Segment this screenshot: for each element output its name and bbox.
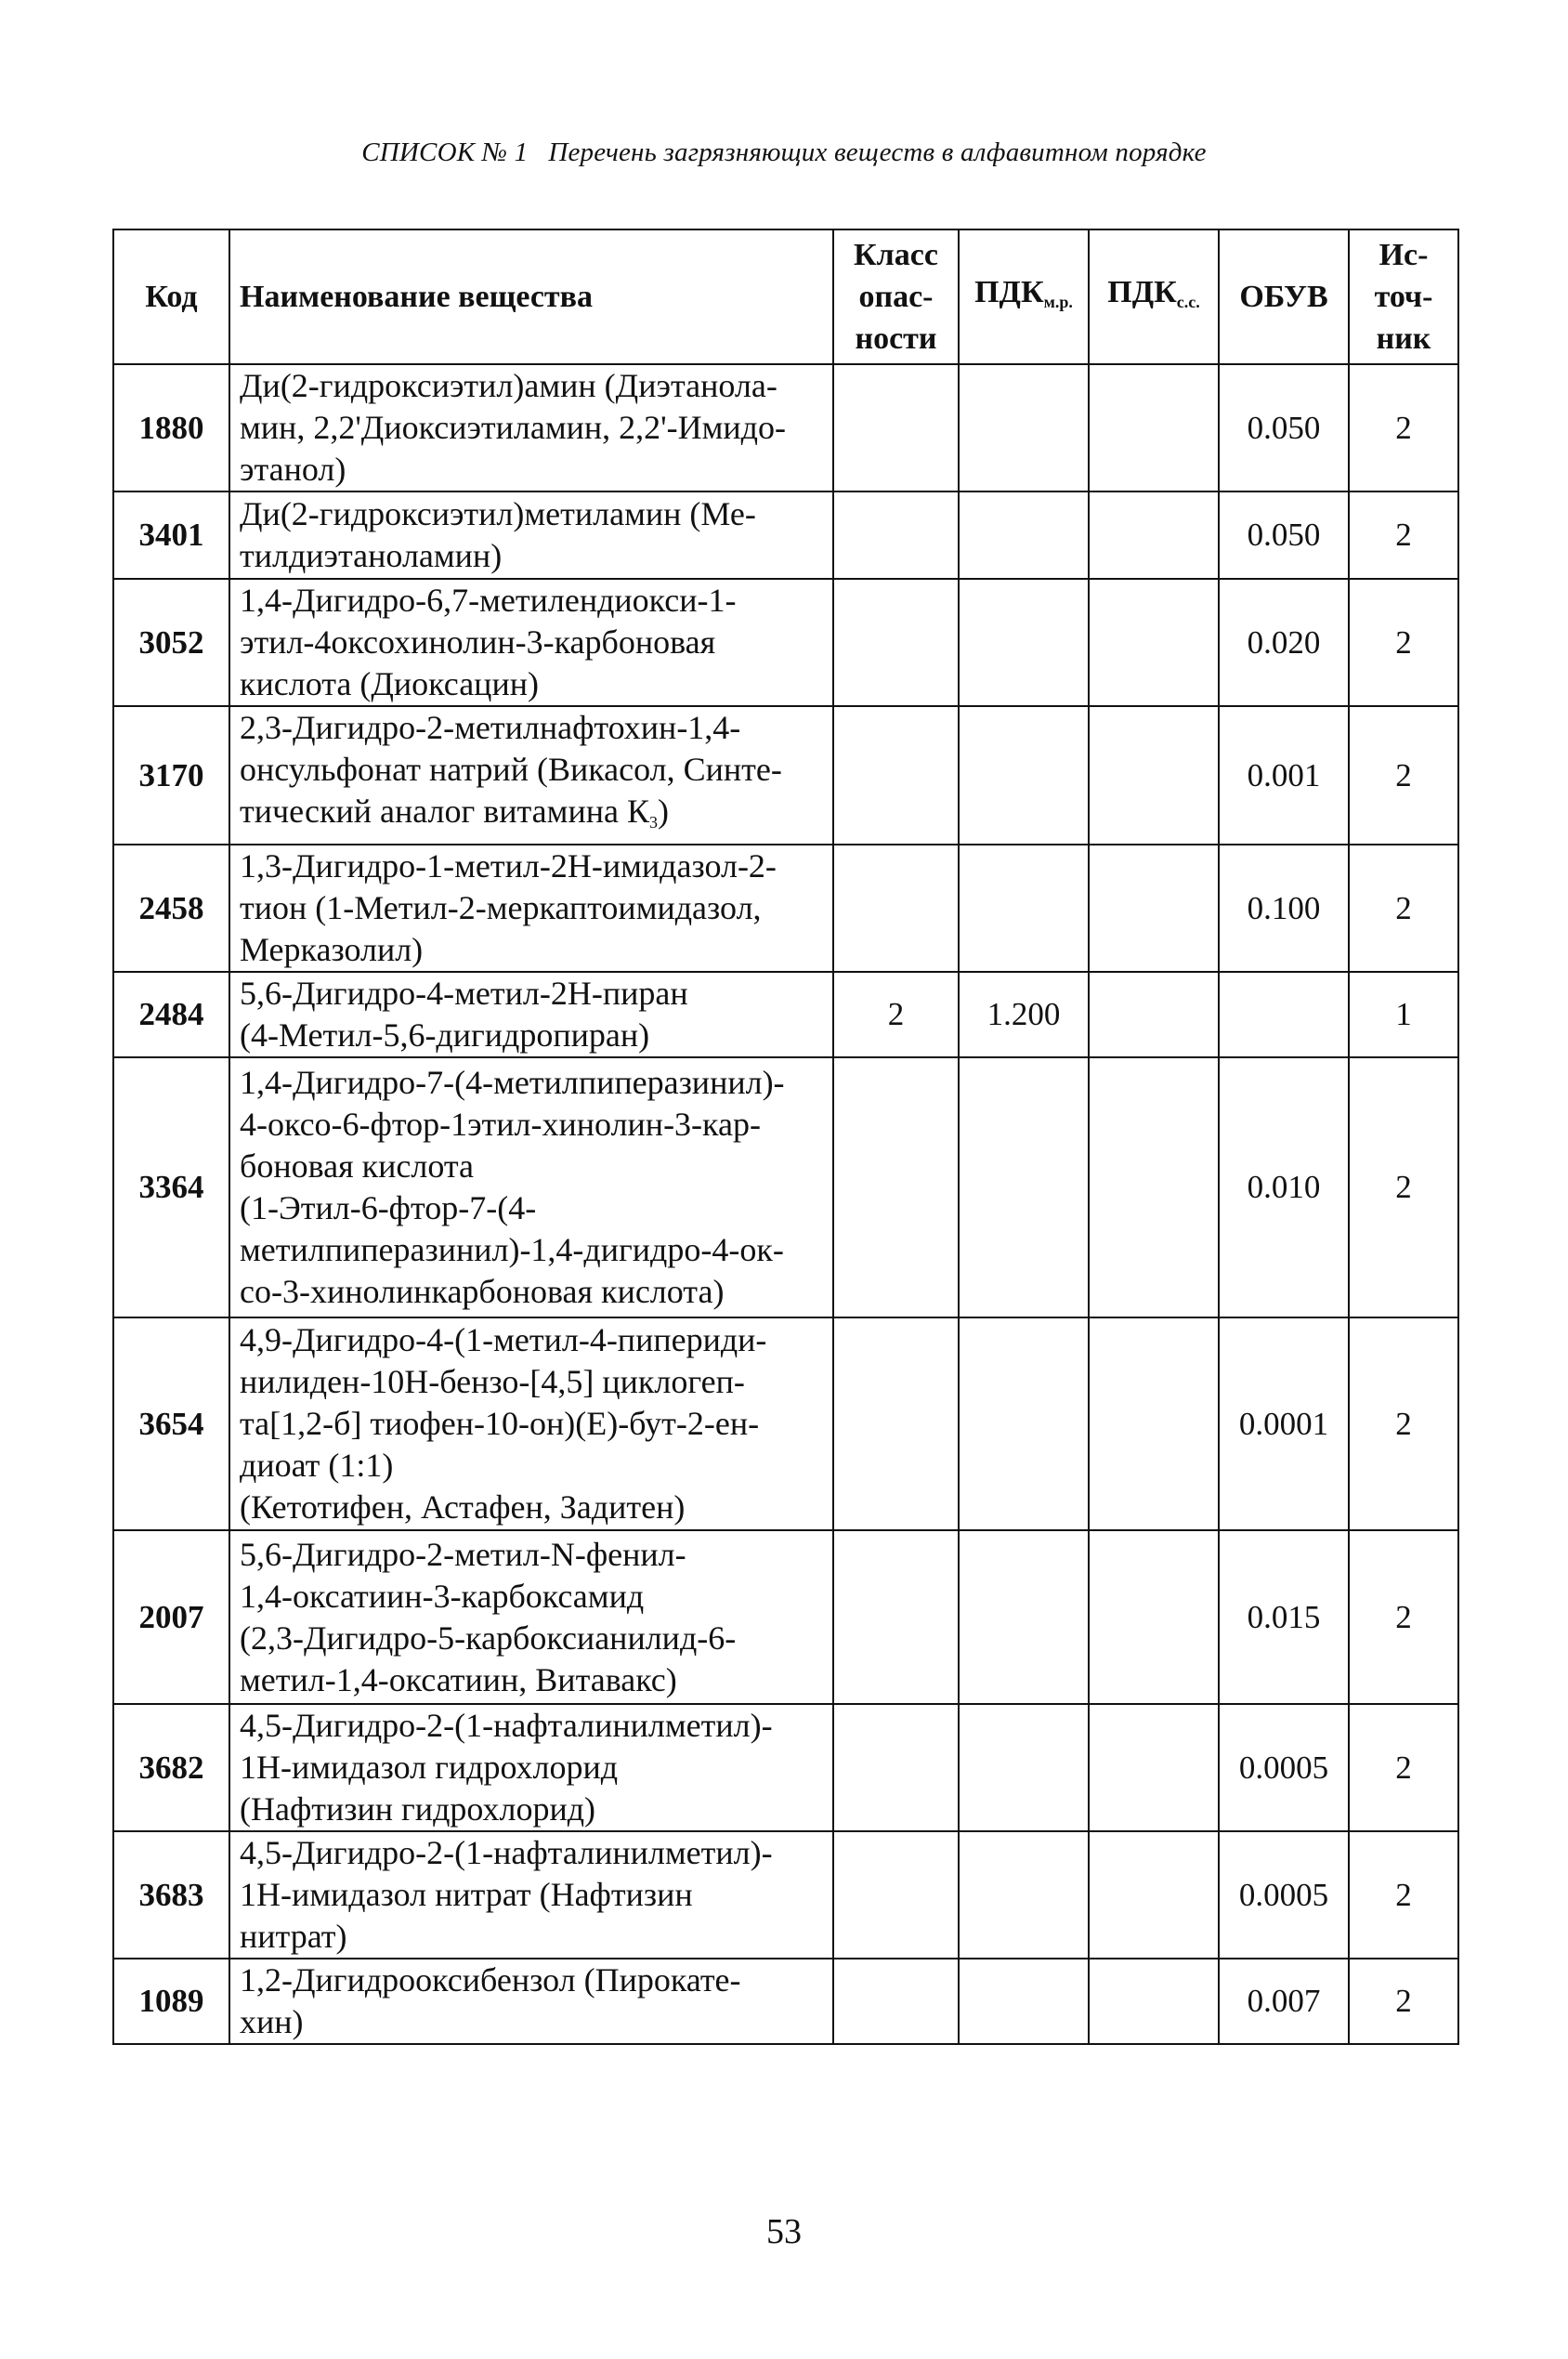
- pdk-mr-cell: [959, 706, 1089, 845]
- substance-name-line: 1,4-Дигидро-6,7-метилендиокси-1-: [240, 582, 737, 619]
- substance-name-line: онсульфонат натрий (Викасол, Синте-: [240, 751, 782, 788]
- pdk-mr-cell: [959, 1317, 1089, 1530]
- page-title: [0, 138, 1568, 168]
- substance-code: 3682: [113, 1704, 229, 1831]
- substance-name-line: (4-Метил-5,6-дигидропиран): [240, 1016, 650, 1054]
- substance-name-line: (2,3-Дигидро-5-карбоксианилид-6-: [240, 1619, 737, 1657]
- col-header-pdk-mr: [959, 229, 1089, 364]
- substance-name-line: хин): [240, 2003, 304, 2040]
- hazard-class-line: ности: [855, 321, 937, 356]
- page-number: 53: [766, 2212, 802, 2251]
- hazard-class-cell: [833, 1317, 959, 1530]
- table-row: [113, 706, 1458, 845]
- substance-code: 3401: [113, 491, 229, 579]
- substance-name: [229, 1317, 833, 1530]
- substance-name-line: Ди(2-гидроксиэтил)амин (Диэтанола-: [240, 367, 777, 404]
- pdk-mr-cell: [959, 845, 1089, 972]
- pdk-ss-cell: [1089, 1317, 1219, 1530]
- table-row: [113, 364, 1458, 491]
- substance-name-line: нилиден-10Н-бензо-[4,5] циклогеп-: [240, 1363, 745, 1400]
- hazard-class-cell: [833, 491, 959, 579]
- col-header-code: Код: [113, 229, 229, 364]
- table-row: [113, 1831, 1458, 1959]
- substance-name: [229, 491, 833, 579]
- hazard-class-cell: [833, 364, 959, 491]
- obuv-cell: 0.100: [1219, 845, 1349, 972]
- pdk-ss-cell: [1089, 1057, 1219, 1317]
- source-cell: 2: [1349, 706, 1458, 845]
- pdk-mr-cell: [959, 1831, 1089, 1959]
- col-header-source: [1349, 229, 1458, 364]
- substance-name-line: 1,2-Дигидрооксибензол (Пирокате-: [240, 1961, 741, 1999]
- substance-name-line: этанол): [240, 451, 346, 488]
- table-row: [113, 1530, 1458, 1704]
- substance-name: [229, 972, 833, 1057]
- substance-name-line: кислота (Диоксацин): [240, 665, 539, 702]
- substance-code: 3683: [113, 1831, 229, 1959]
- substance-name-line: 1Н-имидазол нитрат (Нафтизин: [240, 1876, 693, 1913]
- substance-name-line: та[1,2-б] тиофен-10-он)(Е)-бут-2-ен-: [240, 1405, 760, 1442]
- col-header-name: Наименование вещества: [229, 229, 833, 364]
- substance-name-line: 2,3-Дигидро-2-метилнафтохин-1,4-: [240, 709, 741, 746]
- pdk-mr-cell: 1.200: [959, 972, 1089, 1057]
- hazard-class-line: Класс: [854, 238, 938, 272]
- substance-code: 1089: [113, 1959, 229, 2044]
- table-body: [113, 364, 1458, 2044]
- pdk-mr-label: ПДК: [974, 274, 1044, 309]
- substance-name-line: (Нафтизин гидрохлорид): [240, 1790, 596, 1828]
- name-text: ): [657, 793, 669, 830]
- substance-name-line: [240, 791, 827, 844]
- table-row: [113, 579, 1458, 706]
- name-text: тический аналог витамина К: [240, 793, 649, 830]
- source-cell: 2: [1349, 579, 1458, 706]
- substance-name-line: 5,6-Дигидро-4-метил-2Н-пиран: [240, 975, 688, 1012]
- table-row: [113, 1704, 1458, 1831]
- substance-name-line: 1,4-оксатиин-3-карбоксамид: [240, 1577, 645, 1615]
- substance-name-line: нитрат): [240, 1918, 347, 1955]
- substance-name: [229, 579, 833, 706]
- pdk-ss-cell: [1089, 364, 1219, 491]
- substance-name-line: мин, 2,2'Диоксиэтиламин, 2,2'-Имидо-: [240, 409, 786, 446]
- obuv-cell: 0.020: [1219, 579, 1349, 706]
- pdk-mr-cell: [959, 1057, 1089, 1317]
- source-cell: 2: [1349, 1317, 1458, 1530]
- source-cell: 2: [1349, 491, 1458, 579]
- col-header-obuv: ОБУВ: [1219, 229, 1349, 364]
- hazard-class-cell: [833, 1704, 959, 1831]
- pdk-mr-cell: [959, 364, 1089, 491]
- table-row: [113, 1959, 1458, 2044]
- obuv-cell: 0.050: [1219, 491, 1349, 579]
- obuv-cell: 0.0001: [1219, 1317, 1349, 1530]
- pdk-ss-cell: [1089, 1831, 1219, 1959]
- table-row: [113, 972, 1458, 1057]
- hazard-class-cell: 2: [833, 972, 959, 1057]
- substance-name-line: 4,5-Дигидро-2-(1-нафталинилметил)-: [240, 1834, 773, 1871]
- substance-name-line: боновая кислота: [240, 1147, 475, 1185]
- obuv-cell: 0.0005: [1219, 1831, 1349, 1959]
- col-header-pdk-ss: [1089, 229, 1219, 364]
- source-cell: 1: [1349, 972, 1458, 1057]
- substance-name-line: тилдиэтаноламин): [240, 537, 503, 574]
- pdk-mr-subscript: м.р.: [1043, 292, 1073, 311]
- pdk-mr-cell: [959, 1704, 1089, 1831]
- pdk-ss-cell: [1089, 491, 1219, 579]
- obuv-cell: [1219, 972, 1349, 1057]
- obuv-cell: 0.001: [1219, 706, 1349, 845]
- substance-name-line: 4-оксо-6-фтор-1этил-хинолин-3-кар-: [240, 1106, 761, 1143]
- pdk-ss-label: ПДК: [1107, 274, 1177, 309]
- table-row: [113, 491, 1458, 579]
- hazard-class-cell: [833, 1530, 959, 1704]
- substance-name-line: этил-4оксохинолин-3-карбоновая: [240, 623, 716, 661]
- substance-name-line: Ди(2-гидроксиэтил)метиламин (Ме-: [240, 495, 756, 532]
- substance-name-line: со-3-хинолинкарбоновая кислота): [240, 1273, 725, 1310]
- substance-name-line: 1Н-имидазол гидрохлорид: [240, 1749, 619, 1786]
- list-label: СПИСОК № 1: [361, 138, 529, 167]
- source-line: точ-: [1374, 280, 1433, 314]
- hazard-class-cell: [833, 845, 959, 972]
- obuv-cell: 0.007: [1219, 1959, 1349, 2044]
- table-header-row: [113, 229, 1458, 364]
- substance-name: [229, 364, 833, 491]
- substance-code: 3052: [113, 579, 229, 706]
- substance-code: 3170: [113, 706, 229, 845]
- pdk-ss-cell: [1089, 1704, 1219, 1831]
- obuv-cell: 0.0005: [1219, 1704, 1349, 1831]
- name-subscript: 3: [648, 813, 658, 832]
- substance-code: 3654: [113, 1317, 229, 1530]
- substance-code: 2484: [113, 972, 229, 1057]
- pdk-ss-cell: [1089, 1530, 1219, 1704]
- pdk-ss-cell: [1089, 972, 1219, 1057]
- table-row: [113, 1317, 1458, 1530]
- hazard-class-cell: [833, 1831, 959, 1959]
- source-cell: 2: [1349, 1959, 1458, 2044]
- pdk-ss-cell: [1089, 1959, 1219, 2044]
- table-row: [113, 1057, 1458, 1317]
- pdk-ss-cell: [1089, 706, 1219, 845]
- substances-table: [112, 229, 1459, 2045]
- substance-code: 2458: [113, 845, 229, 972]
- substance-name-line: Мерказолил): [240, 931, 424, 968]
- source-cell: 2: [1349, 364, 1458, 491]
- source-cell: 2: [1349, 1530, 1458, 1704]
- substance-name-line: тион (1-Метил-2-меркаптоимидазол,: [240, 889, 762, 926]
- substance-name: [229, 1530, 833, 1704]
- hazard-class-cell: [833, 579, 959, 706]
- substance-code: 2007: [113, 1530, 229, 1704]
- source-cell: 2: [1349, 1057, 1458, 1317]
- pdk-ss-cell: [1089, 845, 1219, 972]
- pdk-ss-cell: [1089, 579, 1219, 706]
- substance-name: [229, 1057, 833, 1317]
- substance-name-line: 5,6-Дигидро-2-метил-N-фенил-: [240, 1535, 686, 1573]
- substance-name: [229, 845, 833, 972]
- substance-name-line: метилпиперазинил)-1,4-дигидро-4-ок-: [240, 1231, 784, 1268]
- pdk-mr-cell: [959, 1530, 1089, 1704]
- hazard-class-line: опас-: [858, 280, 934, 314]
- substance-name-line: диоат (1:1): [240, 1447, 394, 1484]
- hazard-class-cell: [833, 1959, 959, 2044]
- substance-name-line: 1,4-Дигидро-7-(4-метилпиперазинил)-: [240, 1064, 785, 1101]
- pdk-mr-cell: [959, 491, 1089, 579]
- substance-name-line: метил-1,4-оксатиин, Витавакс): [240, 1660, 677, 1698]
- obuv-cell: 0.015: [1219, 1530, 1349, 1704]
- hazard-class-cell: [833, 1057, 959, 1317]
- col-header-hazard-class: [833, 229, 959, 364]
- substance-name: [229, 1704, 833, 1831]
- pdk-ss-subscript: с.с.: [1176, 292, 1200, 311]
- source-line: ник: [1376, 321, 1431, 356]
- substance-code: 1880: [113, 364, 229, 491]
- obuv-cell: 0.010: [1219, 1057, 1349, 1317]
- obuv-cell: 0.050: [1219, 364, 1349, 491]
- substance-name-line: 4,5-Дигидро-2-(1-нафталинилметил)-: [240, 1707, 773, 1744]
- substance-name-line: (1-Этил-6-фтор-7-(4-: [240, 1189, 537, 1226]
- table-row: [113, 845, 1458, 972]
- substance-name-line: 4,9-Дигидро-4-(1-метил-4-пипериди-: [240, 1321, 767, 1358]
- source-cell: 2: [1349, 1704, 1458, 1831]
- substance-name: [229, 1959, 833, 2044]
- substance-name: [229, 706, 833, 845]
- substance-name-line: (Кетотифен, Астафен, Задитен): [240, 1488, 686, 1526]
- hazard-class-cell: [833, 706, 959, 845]
- list-title: Перечень загрязняющих веществ в алфавитном порядке: [548, 138, 1207, 167]
- pdk-mr-cell: [959, 579, 1089, 706]
- source-cell: 2: [1349, 845, 1458, 972]
- substance-code: 3364: [113, 1057, 229, 1317]
- source-line: Ис-: [1379, 238, 1429, 272]
- substance-name-line: 1,3-Дигидро-1-метил-2Н-имидазол-2-: [240, 847, 777, 885]
- substance-name: [229, 1831, 833, 1959]
- source-cell: 2: [1349, 1831, 1458, 1959]
- pdk-mr-cell: [959, 1959, 1089, 2044]
